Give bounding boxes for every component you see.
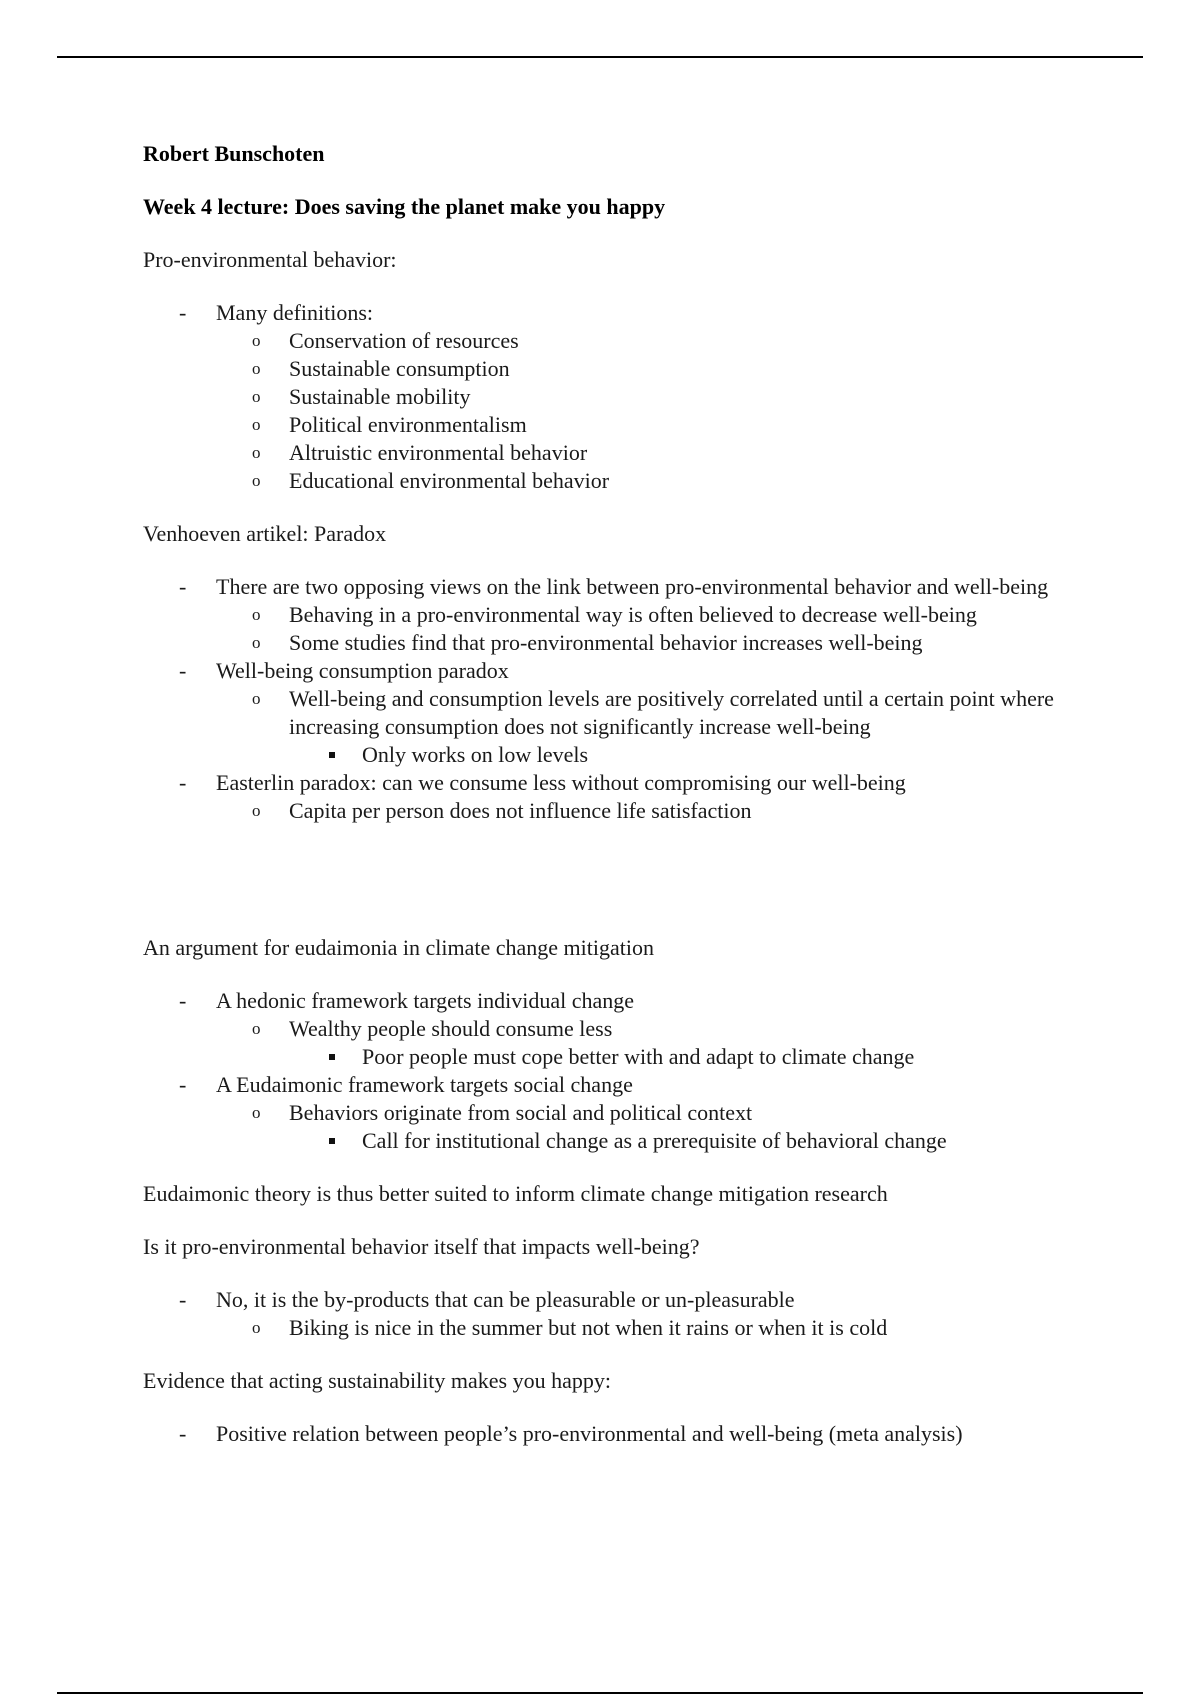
list-item-text: Political environmentalism xyxy=(289,412,527,437)
section-heading-eudaimonia: An argument for eudaimonia in climate change mitigation xyxy=(143,935,654,960)
list-item-text: Well-being consumption paradox xyxy=(216,658,509,683)
list-item xyxy=(216,383,1073,411)
circle-bullet: o xyxy=(252,633,261,652)
list-item-text: Capita per person does not influence life satisfaction xyxy=(289,798,752,823)
list-item-text: Behaving in a pro-environmental way is often believed to decrease well-being xyxy=(289,602,977,627)
list-item-text: Only works on low levels xyxy=(362,742,589,767)
square-bullet xyxy=(329,1054,335,1060)
definitions-sublist xyxy=(216,327,1073,495)
eudaimonic-sublist xyxy=(216,1099,1073,1155)
list-item xyxy=(216,1099,1073,1155)
list-item-text: Conservation of resources xyxy=(289,328,519,353)
dash-bullet: - xyxy=(179,770,187,795)
consumption-paradox-subsublist xyxy=(289,741,1073,769)
circle-bullet: o xyxy=(252,415,261,434)
list-item xyxy=(216,685,1073,769)
dash-bullet: - xyxy=(179,1072,187,1097)
list-item-text: Easterlin paradox: can we consume less without compromising our well-being xyxy=(216,770,906,795)
circle-bullet: o xyxy=(252,605,261,624)
list-item xyxy=(289,1043,1073,1071)
hedonic-sublist xyxy=(216,1015,1073,1071)
pro-environmental-list xyxy=(143,299,1073,495)
circle-bullet: o xyxy=(252,471,261,490)
dash-bullet: - xyxy=(179,574,187,599)
list-item xyxy=(216,601,1073,629)
list-item xyxy=(216,1015,1073,1071)
easterlin-sublist xyxy=(216,797,1073,825)
list-item xyxy=(216,629,1073,657)
circle-bullet: o xyxy=(252,1103,261,1122)
list-item xyxy=(216,411,1073,439)
list-item xyxy=(216,327,1073,355)
impact-list xyxy=(143,1286,1073,1342)
dash-bullet: - xyxy=(179,300,187,325)
circle-bullet: o xyxy=(252,359,261,378)
eudaimonic-subsublist xyxy=(289,1127,1073,1155)
circle-bullet: o xyxy=(252,387,261,406)
author-name: Robert Bunschoten xyxy=(143,141,325,166)
dash-bullet: - xyxy=(179,988,187,1013)
square-bullet xyxy=(329,752,335,758)
section-heading-venhoeven: Venhoeven artikel: Paradox xyxy=(143,521,387,546)
evidence-list xyxy=(143,1420,1073,1448)
document-page xyxy=(143,140,1073,1473)
list-item xyxy=(143,987,1073,1071)
list-item-text: Well-being and consumption levels are positively correlated until a certain point where increasing consumption does not significantly increase well-being xyxy=(289,686,1054,739)
list-item-text: Behaviors originate from social and political context xyxy=(289,1100,753,1125)
list-item xyxy=(216,1314,1073,1342)
circle-bullet: o xyxy=(252,443,261,462)
list-item xyxy=(216,797,1073,825)
section-heading-evidence: Evidence that acting sustainability makes you happy: xyxy=(143,1368,611,1393)
eudaimonia-list xyxy=(143,987,1073,1155)
list-item xyxy=(216,467,1073,495)
list-item-text: Sustainable mobility xyxy=(289,384,471,409)
lecture-title: Week 4 lecture: Does saving the planet make you happy xyxy=(143,194,666,219)
list-item xyxy=(143,1286,1073,1342)
list-item-text: Poor people must cope better with and adapt to climate change xyxy=(362,1044,915,1069)
consumption-paradox-sublist xyxy=(216,685,1073,769)
list-item-text: A hedonic framework targets individual change xyxy=(216,988,635,1013)
list-item xyxy=(143,769,1073,825)
section-heading-pro-environmental: Pro-environmental behavior: xyxy=(143,247,397,272)
list-item-text: Many definitions: xyxy=(216,300,374,325)
list-item-text: Call for institutional change as a prerequisite of behavioral change xyxy=(362,1128,947,1153)
list-item xyxy=(216,439,1073,467)
list-item-text: Biking is nice in the summer but not when it rains or when it is cold xyxy=(289,1315,888,1340)
list-item-text: Sustainable consumption xyxy=(289,356,510,381)
circle-bullet: o xyxy=(252,689,261,708)
list-item-text: Positive relation between people’s pro-environmental and well-being (meta analysis) xyxy=(216,1421,963,1446)
list-item-text: Educational environmental behavior xyxy=(289,468,610,493)
circle-bullet: o xyxy=(252,331,261,350)
list-item xyxy=(143,1071,1073,1155)
list-item xyxy=(143,1420,1073,1448)
top-rule xyxy=(57,56,1143,58)
list-item xyxy=(289,741,1073,769)
list-item xyxy=(216,355,1073,383)
list-item-text: Altruistic environmental behavior xyxy=(289,440,588,465)
blank-space xyxy=(143,850,1073,934)
circle-bullet: o xyxy=(252,1318,261,1337)
impact-sublist xyxy=(216,1314,1073,1342)
dash-bullet: - xyxy=(179,1287,187,1312)
list-item xyxy=(289,1127,1073,1155)
conclusion-paragraph: Eudaimonic theory is thus better suited to inform climate change mitigation research xyxy=(143,1181,888,1206)
square-bullet xyxy=(329,1138,335,1144)
dash-bullet: - xyxy=(179,658,187,683)
list-item-text: No, it is the by-products that can be pleasurable or un-pleasurable xyxy=(216,1287,795,1312)
list-item-text: A Eudaimonic framework targets social change xyxy=(216,1072,633,1097)
section-heading-impact: Is it pro-environmental behavior itself that impacts well-being? xyxy=(143,1234,700,1259)
circle-bullet: o xyxy=(252,1019,261,1038)
hedonic-subsublist xyxy=(289,1043,1073,1071)
list-item-text: Some studies find that pro-environmental behavior increases well-being xyxy=(289,630,923,655)
list-item xyxy=(143,657,1073,769)
dash-bullet: - xyxy=(179,1421,187,1446)
opposing-views-sublist xyxy=(216,601,1073,657)
bottom-rule xyxy=(57,1692,1143,1694)
circle-bullet: o xyxy=(252,801,261,820)
list-item xyxy=(143,299,1073,495)
list-item-text: There are two opposing views on the link between pro-environmental behavior and well-being xyxy=(216,574,1049,599)
list-item-text: Wealthy people should consume less xyxy=(289,1016,613,1041)
list-item xyxy=(143,573,1073,657)
venhoeven-list xyxy=(143,573,1073,825)
